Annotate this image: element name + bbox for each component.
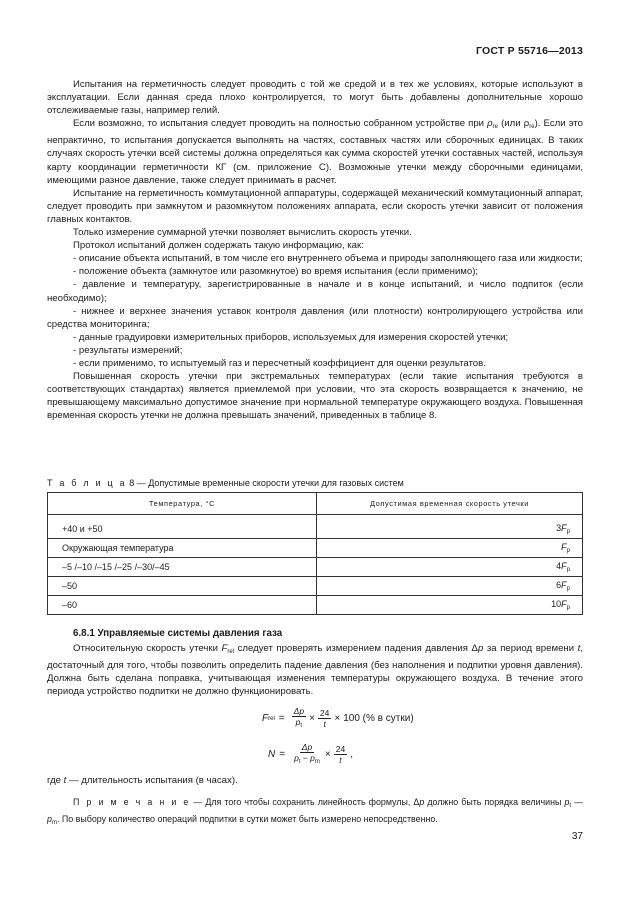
table-row [48,539,583,558]
fraction: $\frac{24}{t}$ [319,708,330,729]
cell-leak-rate: $4F_p$ [317,558,583,577]
paragraph: Испытания на герметичность следует проводить с той же средой и в тех же условиях, которые используют в эксплуатации. Если данная среда плохо контролируется, то могут быть добавлены дополнительные хорошо отслеживаемые газы, например гелий. [47,79,583,117]
paragraph: Повышенная скорость утечки при экстремальных температурах (если такие испытания требуются в соответствующих стандартах) является приемлемой при условии, что эта скорость возвращается к значению, не превышающему максимально допустимое значение при нормальной температуре окружающего воздуха. Повышенная временная скорость утечки не должна превышать значений, приведенных в таблице 8. [47,371,583,422]
section-text [47,642,583,698]
table-row [48,596,583,615]
formula-legend: где t — длительность испытания (в часах). [47,775,238,786]
page-number: 37 [571,831,583,842]
cell-temperature: +40 и +50 [48,520,317,539]
list-item: - данные градуировки измерительных приборов, используемых для измерения скоростей утечки; [73,331,509,343]
list-item: - нижнее и верхнее значения уставок контроля давления (или плотности) контролирующего устройства или средства мониторинга; [47,305,583,330]
cell-leak-rate: $10F_p$ [317,596,583,615]
list-item: - если применимо, то испытуемый газ и пересчетный коэффициент для оценки результатов. [73,357,486,369]
formula-refill-count: N = $\frac{\Delta p}{p_t - p_m}$ × $\frac{24}{t}$ , [268,742,353,765]
body-text [47,78,583,422]
section-title: 6.8.1 Управляемые системы давления газа [73,628,283,639]
cell-leak-rate: $6F_p$ [317,577,583,596]
paragraph: Только измерение суммарной утечки позволяет вычислить скорость утечки. [73,227,412,239]
cell-temperature: Окружающая температура [48,539,317,558]
list-item: - результаты измерений; [73,344,183,356]
paragraph: Протокол испытаний должен содержать такую информацию, как: [73,240,364,252]
list-item: - описание объекта испытаний, в том числе его внутреннего объема и природы заполняющего газа или жидкости; [73,253,583,265]
table-header-row [48,493,583,515]
table-row [48,520,583,539]
cell-leak-rate: $F_p$ [317,539,583,558]
cell-temperature: –50 [48,577,317,596]
table-row [48,558,583,577]
column-header-temperature: Температура, °С [48,493,317,515]
fraction: $\frac{\Delta p}{p_t}$ [293,706,305,729]
fraction: $\frac{24}{t}$ [335,744,346,765]
list-item: - положение объекта (замкнутое или разомкнутое) во время испытания (если применимо); [73,266,479,278]
paragraph: Испытание на герметичность коммутационной аппаратуры, содержащей механический коммутационный аппарат, следует проводить при замкнутом и разомкнутом положениях аппарата, если скорость утечки зависит от положения главных контактов. [47,187,583,225]
note: П р и м е ч а н и е — Для того чтобы сохранить линейность формулы, Δp должно быть порядка величины $p_t$ — $p_m$. По выбору количество операций подпитки в сутки может быть измерено непосредственно. [47,797,584,826]
cell-temperature: –5 /–10 /–15 /–25 /–30/–45 [48,558,317,577]
formula-relative-leak-rate: F rel = $\frac{\Delta p}{p_t}$ × $\frac{24}{t}$ × 100 (% в сутки) [262,706,414,729]
paragraph: Относительную скорость утечки $F_{rel}$ следует проверять измерением падения давления Δp за период времени t, достаточный для того, чтобы позволить определить падение давления (без наполнения и подпитки уровня давления). Должна быть сделана поправка, учитывающая изменения температуры окружающего воздуха. В течение этого периода устройство подпитки не должно функционировать. [47,643,583,698]
table-row [48,577,583,596]
cell-leak-rate: $3F_p$ [317,520,583,539]
column-header-leak-rate: Допустимая временная скорость утечки [317,493,583,515]
leak-rate-table [47,492,583,615]
paragraph: Если возможно, то испытания следует проводить на полностью собранном устройстве при $\rho_{re}$ (или $\rho_{re}$). Если это непрактично, то испытания допускается выполнять на частях, составных частях или сборочных единицах. В таких случаях скорость утечки всей системы должна определяться как сумма скоростей утечки составных частей, используя карту координации герметичности КГ (см. приложение С). Возможные утечки между сборочными единицами, имеющими разное давление, также следует принимать в расчет. [47,118,584,186]
table-caption: Т а б л и ц а 8 — Допустимые временные скорости утечки для газовых систем [47,478,404,488]
fraction: $\frac{\Delta p}{p_t - p_m}$ [294,742,320,765]
cell-temperature: –60 [48,596,317,615]
list-item: - давление и температуру, зарегистрированные в начале и в конце испытаний, и число подпиток (если необходимо); [47,279,583,304]
document-header: ГОСТ Р 55716—2013 [475,45,583,57]
